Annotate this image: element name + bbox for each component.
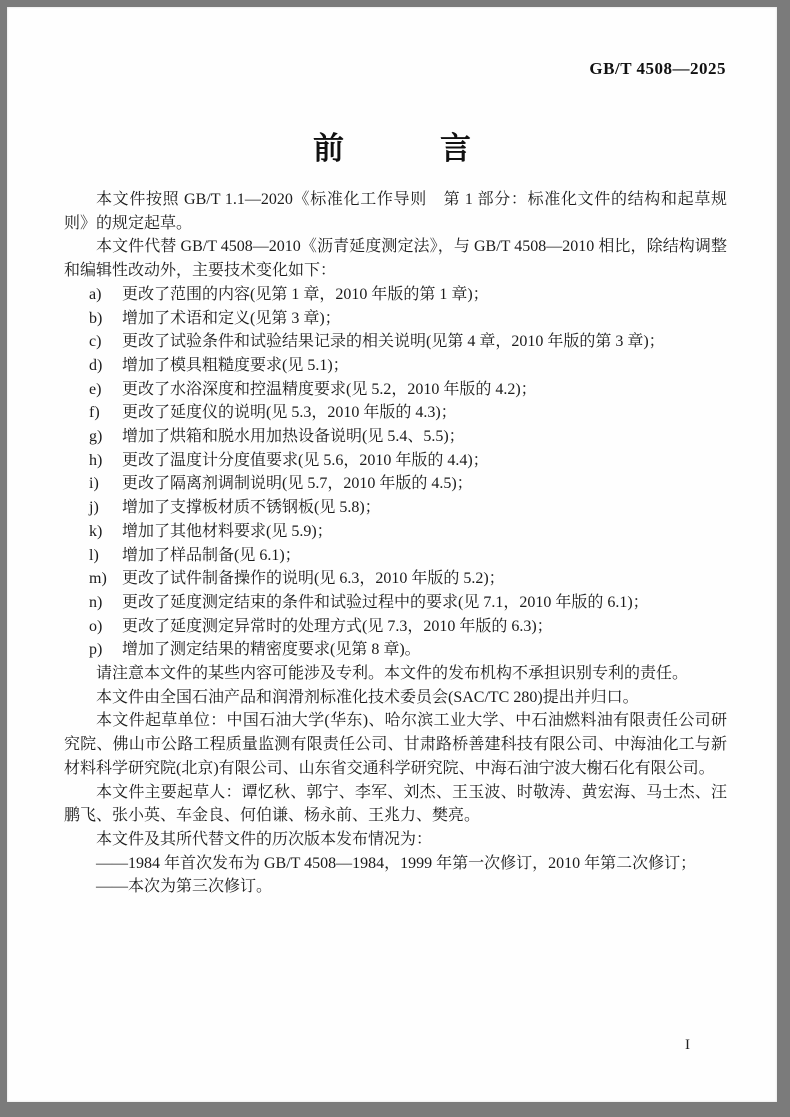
change-item <box>89 378 727 402</box>
change-marker: n) <box>89 593 103 611</box>
change-text: 增加了模具粗糙度要求(见 5.1)； <box>122 356 349 374</box>
change-item <box>89 496 727 520</box>
page-number: I <box>685 1037 690 1053</box>
change-text: 增加了支撑板材质不锈钢板(见 5.8)； <box>122 499 381 517</box>
change-marker: k) <box>89 522 103 540</box>
change-marker: a) <box>89 285 102 303</box>
change-item <box>89 283 727 307</box>
change-item <box>89 615 727 639</box>
change-marker: o) <box>89 617 103 635</box>
change-marker: l) <box>89 546 99 564</box>
change-text: 更改了延度仪的说明(见 5.3，2010 年版的 4.3)； <box>122 404 457 422</box>
change-text: 更改了试验条件和试验结果记录的相关说明(见第 4 章，2010 年版的第 3 章)； <box>122 333 665 351</box>
change-marker: j) <box>89 499 99 517</box>
document-page <box>7 7 777 1102</box>
change-text: 增加了样品制备(见 6.1)； <box>122 546 301 564</box>
change-marker: p) <box>89 641 103 659</box>
change-text: 更改了延度测定异常时的处理方式(见 7.3，2010 年版的 6.3)； <box>122 617 553 635</box>
paragraph-committee: 本文件由全国石油产品和润滑剂标准化技术委员会(SAC/TC 280)提出并归口。 <box>96 688 639 706</box>
change-item <box>89 544 727 568</box>
change-text: 更改了延度测定结束的条件和试验过程中的要求(见 7.1，2010 年版的 6.1)； <box>122 593 649 611</box>
change-marker: g) <box>89 428 103 446</box>
paragraph-drafters: 本文件主要起草人：谭忆秋、郭宁、李军、刘杰、王玉波、时敬涛、黄宏海、马士杰、汪鹏飞、张小英、车金良、何伯谦、杨永前、王兆力、樊亮。 <box>64 783 727 825</box>
change-text: 增加了烘箱和脱水用加热设备说明(见 5.4、5.5)； <box>122 428 465 446</box>
paragraph-drafting-units: 本文件起草单位：中国石油大学(华东)、哈尔滨工业大学、中石油燃料油有限责任公司研究院、佛山市公路工程质量监测有限责任公司、甘肃路桥善建科技有限公司、中海油化工与新材料科学研究院(北京)有限公司、山东省交通科学研究院、中海石油宁波大榭石化有限公司。 <box>64 712 727 777</box>
change-marker: c) <box>89 333 102 351</box>
change-item <box>89 449 727 473</box>
history-item: ——1984 年首次发布为 GB/T 4508—1984，1999 年第一次修订，2010 年第二次修订； <box>96 854 697 872</box>
change-marker: e) <box>89 380 102 398</box>
change-item <box>89 330 727 354</box>
change-item <box>89 401 727 425</box>
change-item <box>89 472 727 496</box>
paragraph-basis: 本文件按照 GB/T 1.1—2020《标准化工作导则 第 1 部分：标准化文件的结构和起草规则》的规定起草。 <box>64 191 727 232</box>
change-marker: f) <box>89 404 100 422</box>
paragraph-patent-note: 请注意本文件的某些内容可能涉及专利。本文件的发布机构不承担识别专利的责任。 <box>96 665 689 683</box>
title-char-second: 言 <box>440 131 471 166</box>
change-item <box>89 591 727 615</box>
change-text: 增加了术语和定义(见第 3 章)； <box>122 309 341 327</box>
change-item <box>89 638 727 662</box>
paragraph-history-intro: 本文件及其所代替文件的历次版本发布情况为： <box>96 830 433 848</box>
change-marker: h) <box>89 451 103 469</box>
change-text: 更改了水浴深度和控温精度要求(见 5.2，2010 年版的 4.2)； <box>122 380 537 398</box>
foreword-body <box>64 188 727 899</box>
change-item <box>89 307 727 331</box>
change-marker: i) <box>89 475 99 493</box>
history-item: ——本次为第三次修订。 <box>96 878 273 896</box>
standard-number: GB/T 4508—2025 <box>589 59 726 78</box>
change-item <box>89 425 727 449</box>
page-title <box>7 123 777 168</box>
change-item <box>89 567 727 591</box>
change-text: 更改了试件制备操作的说明(见 6.3，2010 年版的 5.2)； <box>122 570 505 588</box>
change-text: 增加了测定结果的精密度要求(见第 8 章)。 <box>122 641 421 659</box>
change-text: 更改了温度计分度值要求(见 5.6，2010 年版的 4.4)； <box>122 451 489 469</box>
change-marker: m) <box>89 570 107 588</box>
change-text: 增加了其他材料要求(见 5.9)； <box>122 522 333 540</box>
change-item <box>89 520 727 544</box>
paragraph-replaces: 本文件代替 GB/T 4508—2010《沥青延度测定法》，与 GB/T 4508—2010 相比，除结构调整和编辑性改动外，主要技术变化如下： <box>64 238 727 280</box>
title-char-first: 前 <box>313 131 344 166</box>
change-marker: d) <box>89 356 103 374</box>
change-item <box>89 354 727 378</box>
change-text: 更改了范围的内容(见第 1 章，2010 年版的第 1 章)； <box>122 285 489 303</box>
change-marker: b) <box>89 309 103 327</box>
change-text: 更改了隔离剂调制说明(见 5.7，2010 年版的 4.5)； <box>122 475 473 493</box>
